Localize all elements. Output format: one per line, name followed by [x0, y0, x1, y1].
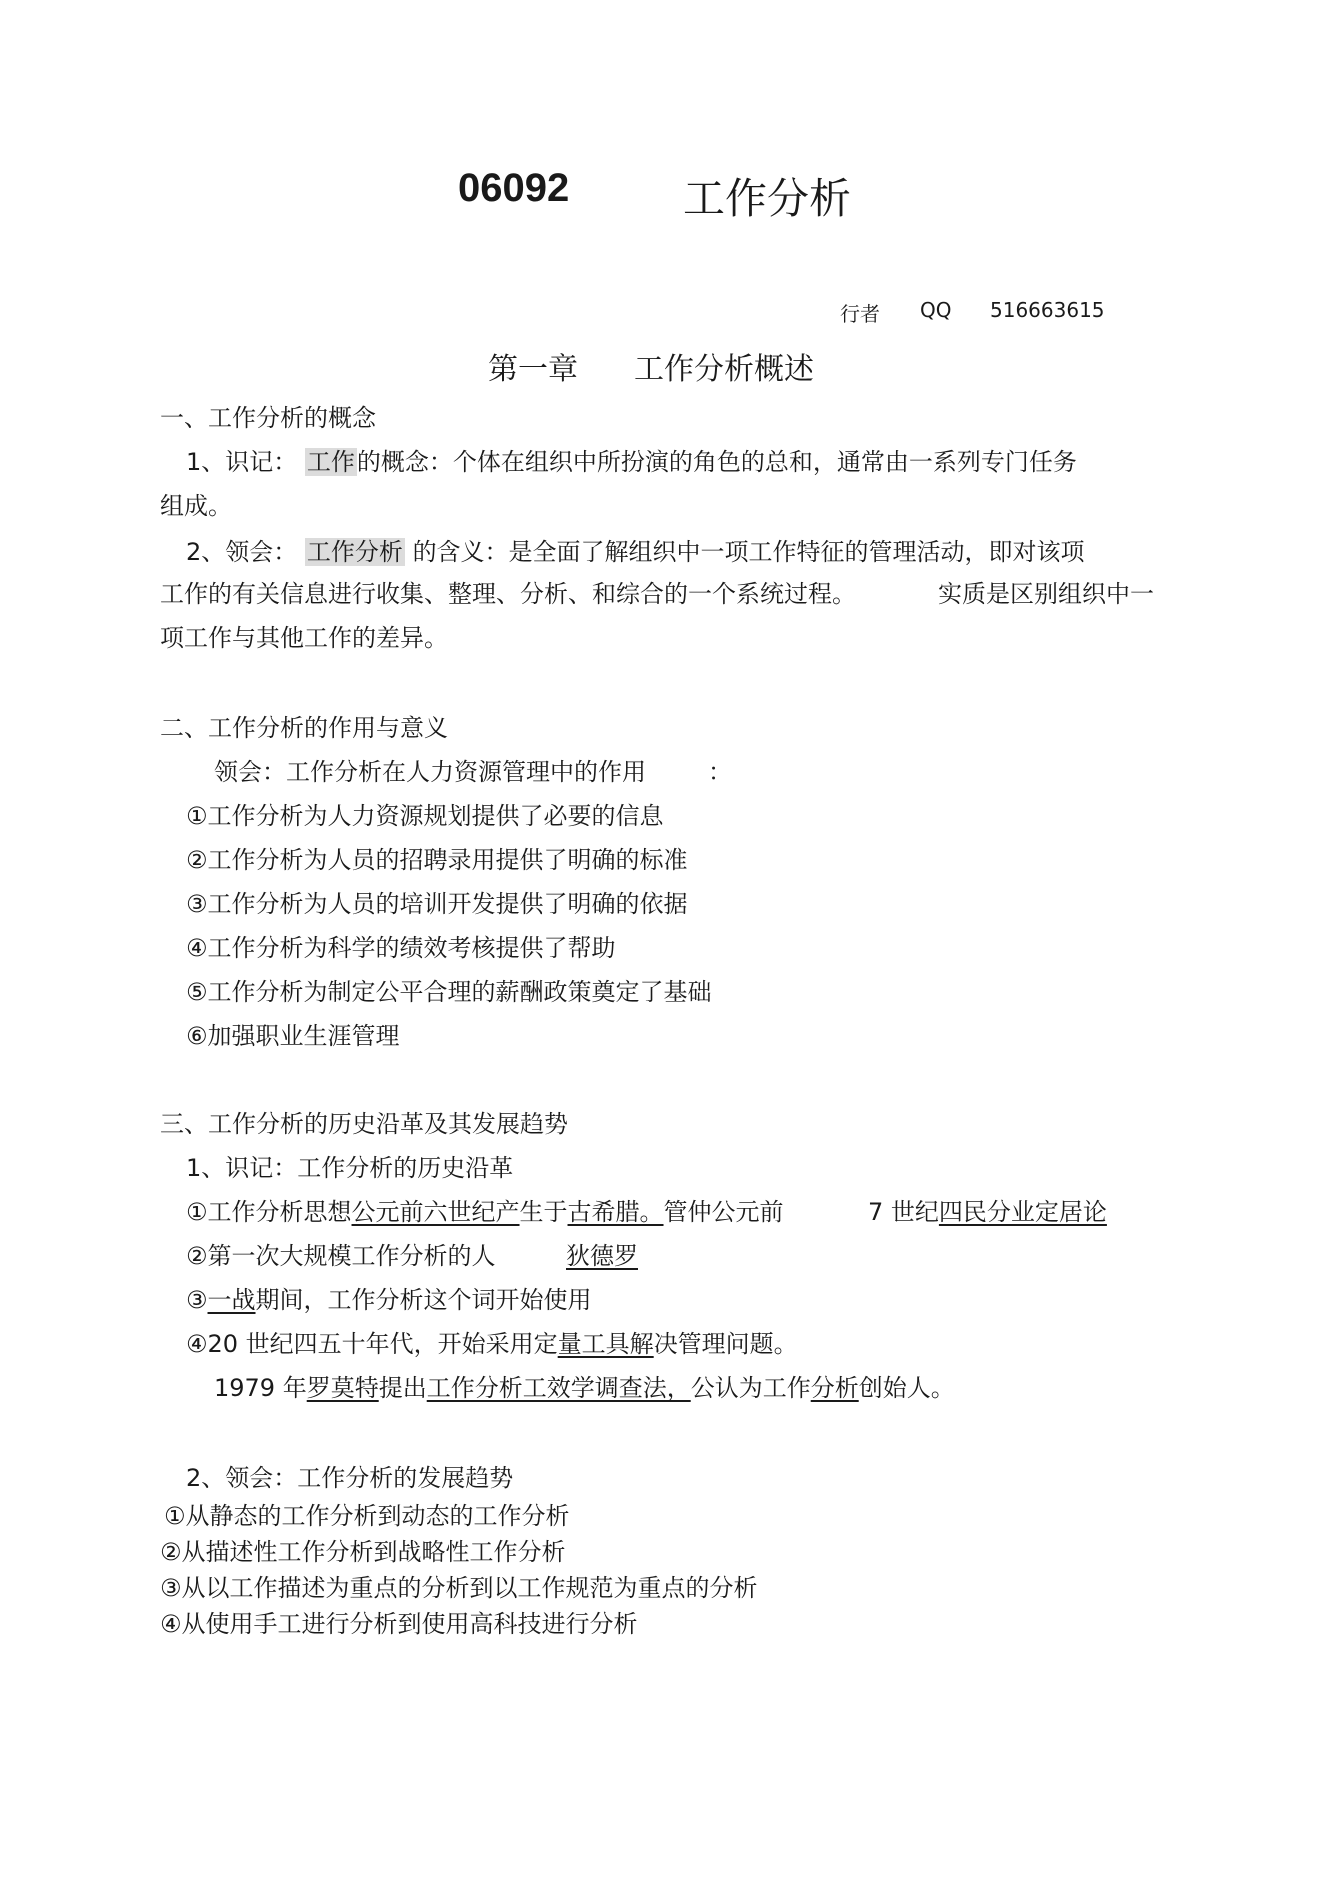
trend-item-2: ②从描述性工作分析到战略性工作分析 — [160, 1538, 566, 1566]
qq-number: 516663615 — [990, 298, 1105, 322]
role-item-2: ②工作分析为人员的招聘录用提供了明确的标准 — [186, 846, 688, 874]
role-item-1: ①工作分析为人力资源规划提供了必要的信息 — [186, 802, 664, 830]
history-5-b: 罗莫特 — [306, 1374, 379, 1402]
role-item-4: ④工作分析为科学的绩效考核提供了帮助 — [186, 934, 616, 962]
section1-heading: 一、工作分析的概念 — [160, 404, 376, 432]
history-line-1 — [186, 1196, 784, 1228]
item1-continuation: 组成。 — [160, 492, 232, 520]
chapter-label: 第一章 — [488, 352, 578, 387]
item1-prefix: 1、识记： — [186, 448, 298, 476]
history-4-c: 决管理问题。 — [653, 1330, 798, 1358]
item2-prefix: 2、领会： — [186, 538, 298, 566]
history-5-g: 创始人。 — [858, 1374, 955, 1402]
qq-label: QQ — [920, 298, 952, 322]
trend-item-4: ④从使用手工进行分析到使用高科技进行分析 — [160, 1610, 638, 1638]
history-3-a: ③ — [186, 1286, 208, 1314]
item2-continuation-1: 工作的有关信息进行收集、整理、分析、和综合的一个系统过程。 — [160, 580, 856, 608]
section1-item1 — [186, 446, 1077, 478]
history-5-a: 1979 年 — [214, 1374, 307, 1402]
history-line-5 — [214, 1372, 955, 1404]
history-1-b: 公元前六世纪产 — [351, 1198, 520, 1226]
section2-intro-colon: ： — [708, 758, 732, 786]
history-1-a: ①工作分析思想 — [186, 1198, 352, 1226]
item1-text: 的概念：个体在组织中所扮演的角色的总和，通常由一系列专门任务 — [356, 448, 1077, 476]
section3-heading: 三、工作分析的历史沿革及其发展趋势 — [160, 1110, 568, 1138]
history-1-f: 7 世纪 — [868, 1198, 939, 1226]
history-1-e: 管仲公元前 — [663, 1198, 784, 1226]
history-5-d: 工作分析工效学调查法， — [426, 1374, 691, 1402]
history-5-e: 公认为工作 — [690, 1374, 811, 1402]
role-item-6: ⑥加强职业生涯管理 — [186, 1022, 400, 1050]
chapter-title: 工作分析概述 — [634, 352, 814, 387]
item2-continuation-1b: 实质是区别组织中一 — [938, 580, 1154, 608]
trend-item-3: ③从以工作描述为重点的分析到以工作规范为重点的分析 — [160, 1574, 758, 1602]
history-line-2-name: 狄德罗 — [566, 1242, 638, 1270]
history-1-g: 四民分业定居论 — [938, 1198, 1107, 1226]
role-item-3: ③工作分析为人员的培训开发提供了明确的依据 — [186, 890, 688, 918]
history-line-4 — [186, 1328, 798, 1360]
history-3-b: 一战 — [207, 1286, 256, 1314]
history-5-c: 提出 — [378, 1374, 427, 1402]
role-item-5: ⑤工作分析为制定公平合理的薪酬政策奠定了基础 — [186, 978, 712, 1006]
history-5-f: 分析 — [810, 1374, 859, 1402]
section2-intro: 领会：工作分析在人力资源管理中的作用 — [214, 758, 646, 786]
history-line-1-end — [868, 1196, 1107, 1228]
history-4-a: ④20 世纪四五十年代，开始采用定 — [186, 1330, 558, 1358]
history-4-b: 量工具解 — [557, 1330, 654, 1358]
history-line-2: ②第一次大规模工作分析的人 — [186, 1242, 496, 1270]
section3-sub1: 1、识记：工作分析的历史沿革 — [186, 1154, 514, 1182]
history-line-3 — [186, 1284, 592, 1316]
section1-item2 — [186, 536, 1085, 568]
item2-term: 工作分析 — [306, 538, 403, 566]
title-code: 06092 — [458, 166, 570, 210]
item1-term: 工作 — [306, 448, 355, 476]
section2-heading: 二、工作分析的作用与意义 — [160, 714, 448, 742]
item2-text: 的含义：是全面了解组织中一项工作特征的管理活动，即对该项 — [412, 538, 1085, 566]
history-3-c: 期间，工作分析这个词开始使用 — [255, 1286, 592, 1314]
title-name: 工作分析 — [683, 174, 852, 223]
trend-item-1: ①从静态的工作分析到动态的工作分析 — [164, 1502, 570, 1530]
history-1-c: 生于 — [519, 1198, 568, 1226]
author-label: 行者 — [840, 302, 880, 326]
history-1-d: 古希腊。 — [567, 1198, 664, 1226]
item2-continuation-2: 项工作与其他工作的差异。 — [160, 624, 448, 652]
section3-sub2: 2、领会：工作分析的发展趋势 — [186, 1464, 514, 1492]
